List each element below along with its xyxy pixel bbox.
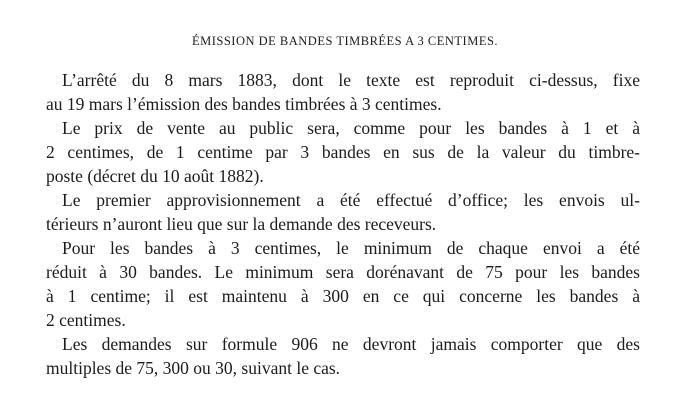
text-line: Les demandes sur formule 906 ne devront jamais comporter que des (62, 334, 640, 354)
text-line: 2 centimes. (46, 310, 126, 330)
text-line: réduit à 30 bandes. Le minimum sera dorénavant de 75 pour les bandes (46, 262, 640, 282)
text-line: au 19 mars l’émission des bandes timbrées à 3 centimes. (46, 94, 442, 114)
paragraph-prix-de-vente (46, 116, 640, 188)
document-title: ÉMISSION DE BANDES TIMBRÉES A 3 CENTIMES. (191, 34, 499, 48)
text-line: à 1 centime; il est maintenu à 300 en ce qui concerne les bandes à (46, 286, 640, 306)
text-line: multiples de 75, 300 ou 30, suivant le cas. (46, 358, 341, 378)
text-line: Le premier approvisionnement a été effectué d’office; les envois ul- (62, 190, 640, 210)
text-line: Pour les bandes à 3 centimes, le minimum de chaque envoi a été (62, 238, 640, 258)
text-line: Le prix de vente au public sera, comme pour les bandes à 1 et à (62, 118, 640, 138)
document-body (46, 68, 640, 380)
paragraph-arrete (46, 68, 640, 116)
text-line: L’arrêté du 8 mars 1883, dont le texte est reproduit ci-dessus, fixe (62, 70, 640, 90)
text-line: poste (décret du 10 août 1882). (46, 166, 264, 186)
paragraph-approvisionnement (46, 188, 640, 236)
text-line: térieurs n’auront lieu que sur la demande des receveurs. (46, 214, 437, 234)
paragraph-demandes (46, 332, 640, 380)
text-line: 2 centimes, de 1 centime par 3 bandes en sus de la valeur du timbre- (46, 142, 640, 162)
paragraph-minimum (46, 236, 640, 332)
